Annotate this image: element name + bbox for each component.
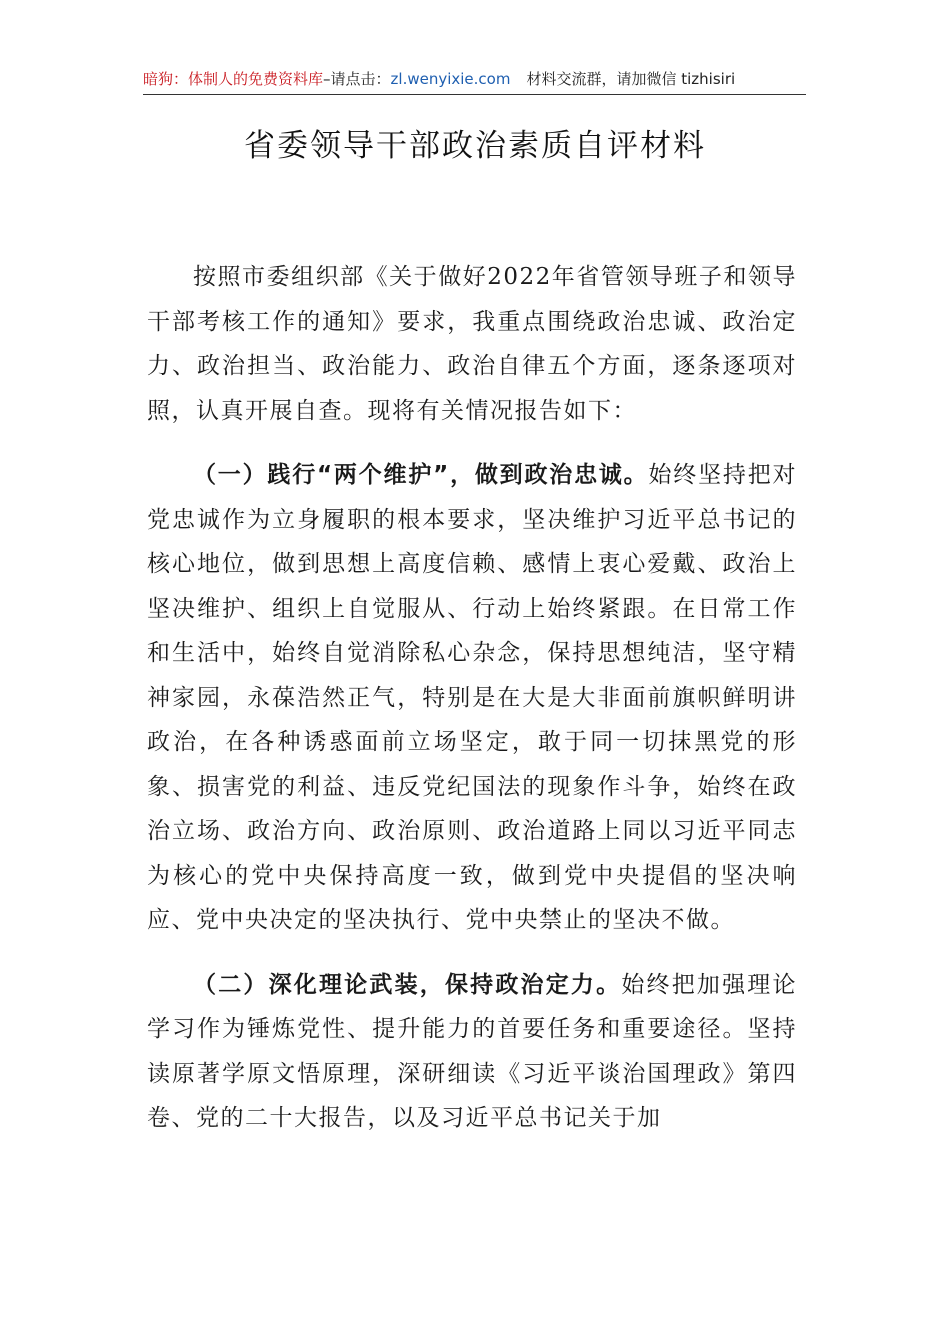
section-one-paragraph [147, 453, 797, 943]
paragraph-text: 按照市委组织部《关于做好2022年省管领导班子和领导干部考核工作的通知》要求，我重点围绕政治忠诚、政治定力、政治担当、政治能力、政治自律五个方面，逐条逐项对照，认真开展自查。现将有关情况报告如下： [147, 264, 797, 424]
header-wechat-group-text: 材料交流群，请加微信 tizhisiri [526, 70, 736, 88]
section-one-text: 始终坚持把对党忠诚作为立身履职的根本要求，坚决维护习近平总书记的核心地位，做到思想上高度信赖、感情上衷心爱戴、政治上坚决维护、组织上自觉服从、行动上始终紧跟。在日常工作和生活中，始终自觉消除私心杂念，保持思想纯洁，坚守精神家园，永葆浩然正气，特别是在大是大非面前旗帜鲜明讲政治，在各种诱惑面前立场坚定，敢于同一切抹黑党的形象、损害党的利益、违反党纪国法的现象作斗争，始终在政治立场、政治方向、政治原则、政治道路上同以习近平同志为核心的党中央保持高度一致，做到党中央提倡的坚决响应、党中央决定的坚决执行、党中央禁止的坚决不做。 [147, 462, 797, 933]
header-url-link[interactable]: zl.wenyixie.com [390, 70, 511, 88]
section-two-text: 始终把加强理论学习作为锤炼党性、提升能力的首要任务和重要途径。坚持读原著学原文悟原理，深研细读《习近平谈治国理政》第四卷、党的二十大报告，以及习近平总书记关于加 [147, 971, 798, 1131]
document-body [147, 255, 797, 1161]
section-two-paragraph [147, 963, 797, 1141]
header-click-prompt: –请点击： [323, 70, 391, 88]
document-title: 省委领导干部政治素质自评材料 [244, 128, 706, 164]
page-header-banner [143, 66, 806, 95]
header-site-name[interactable]: 暗狗：体制人的免费资料库 [143, 70, 324, 88]
section-one-heading: （一）践行“两个维护”，做到政治忠诚。 [193, 462, 649, 488]
section-two-heading: （二）深化理论武装，保持政治定力。 [193, 971, 622, 998]
intro-paragraph [147, 255, 797, 433]
